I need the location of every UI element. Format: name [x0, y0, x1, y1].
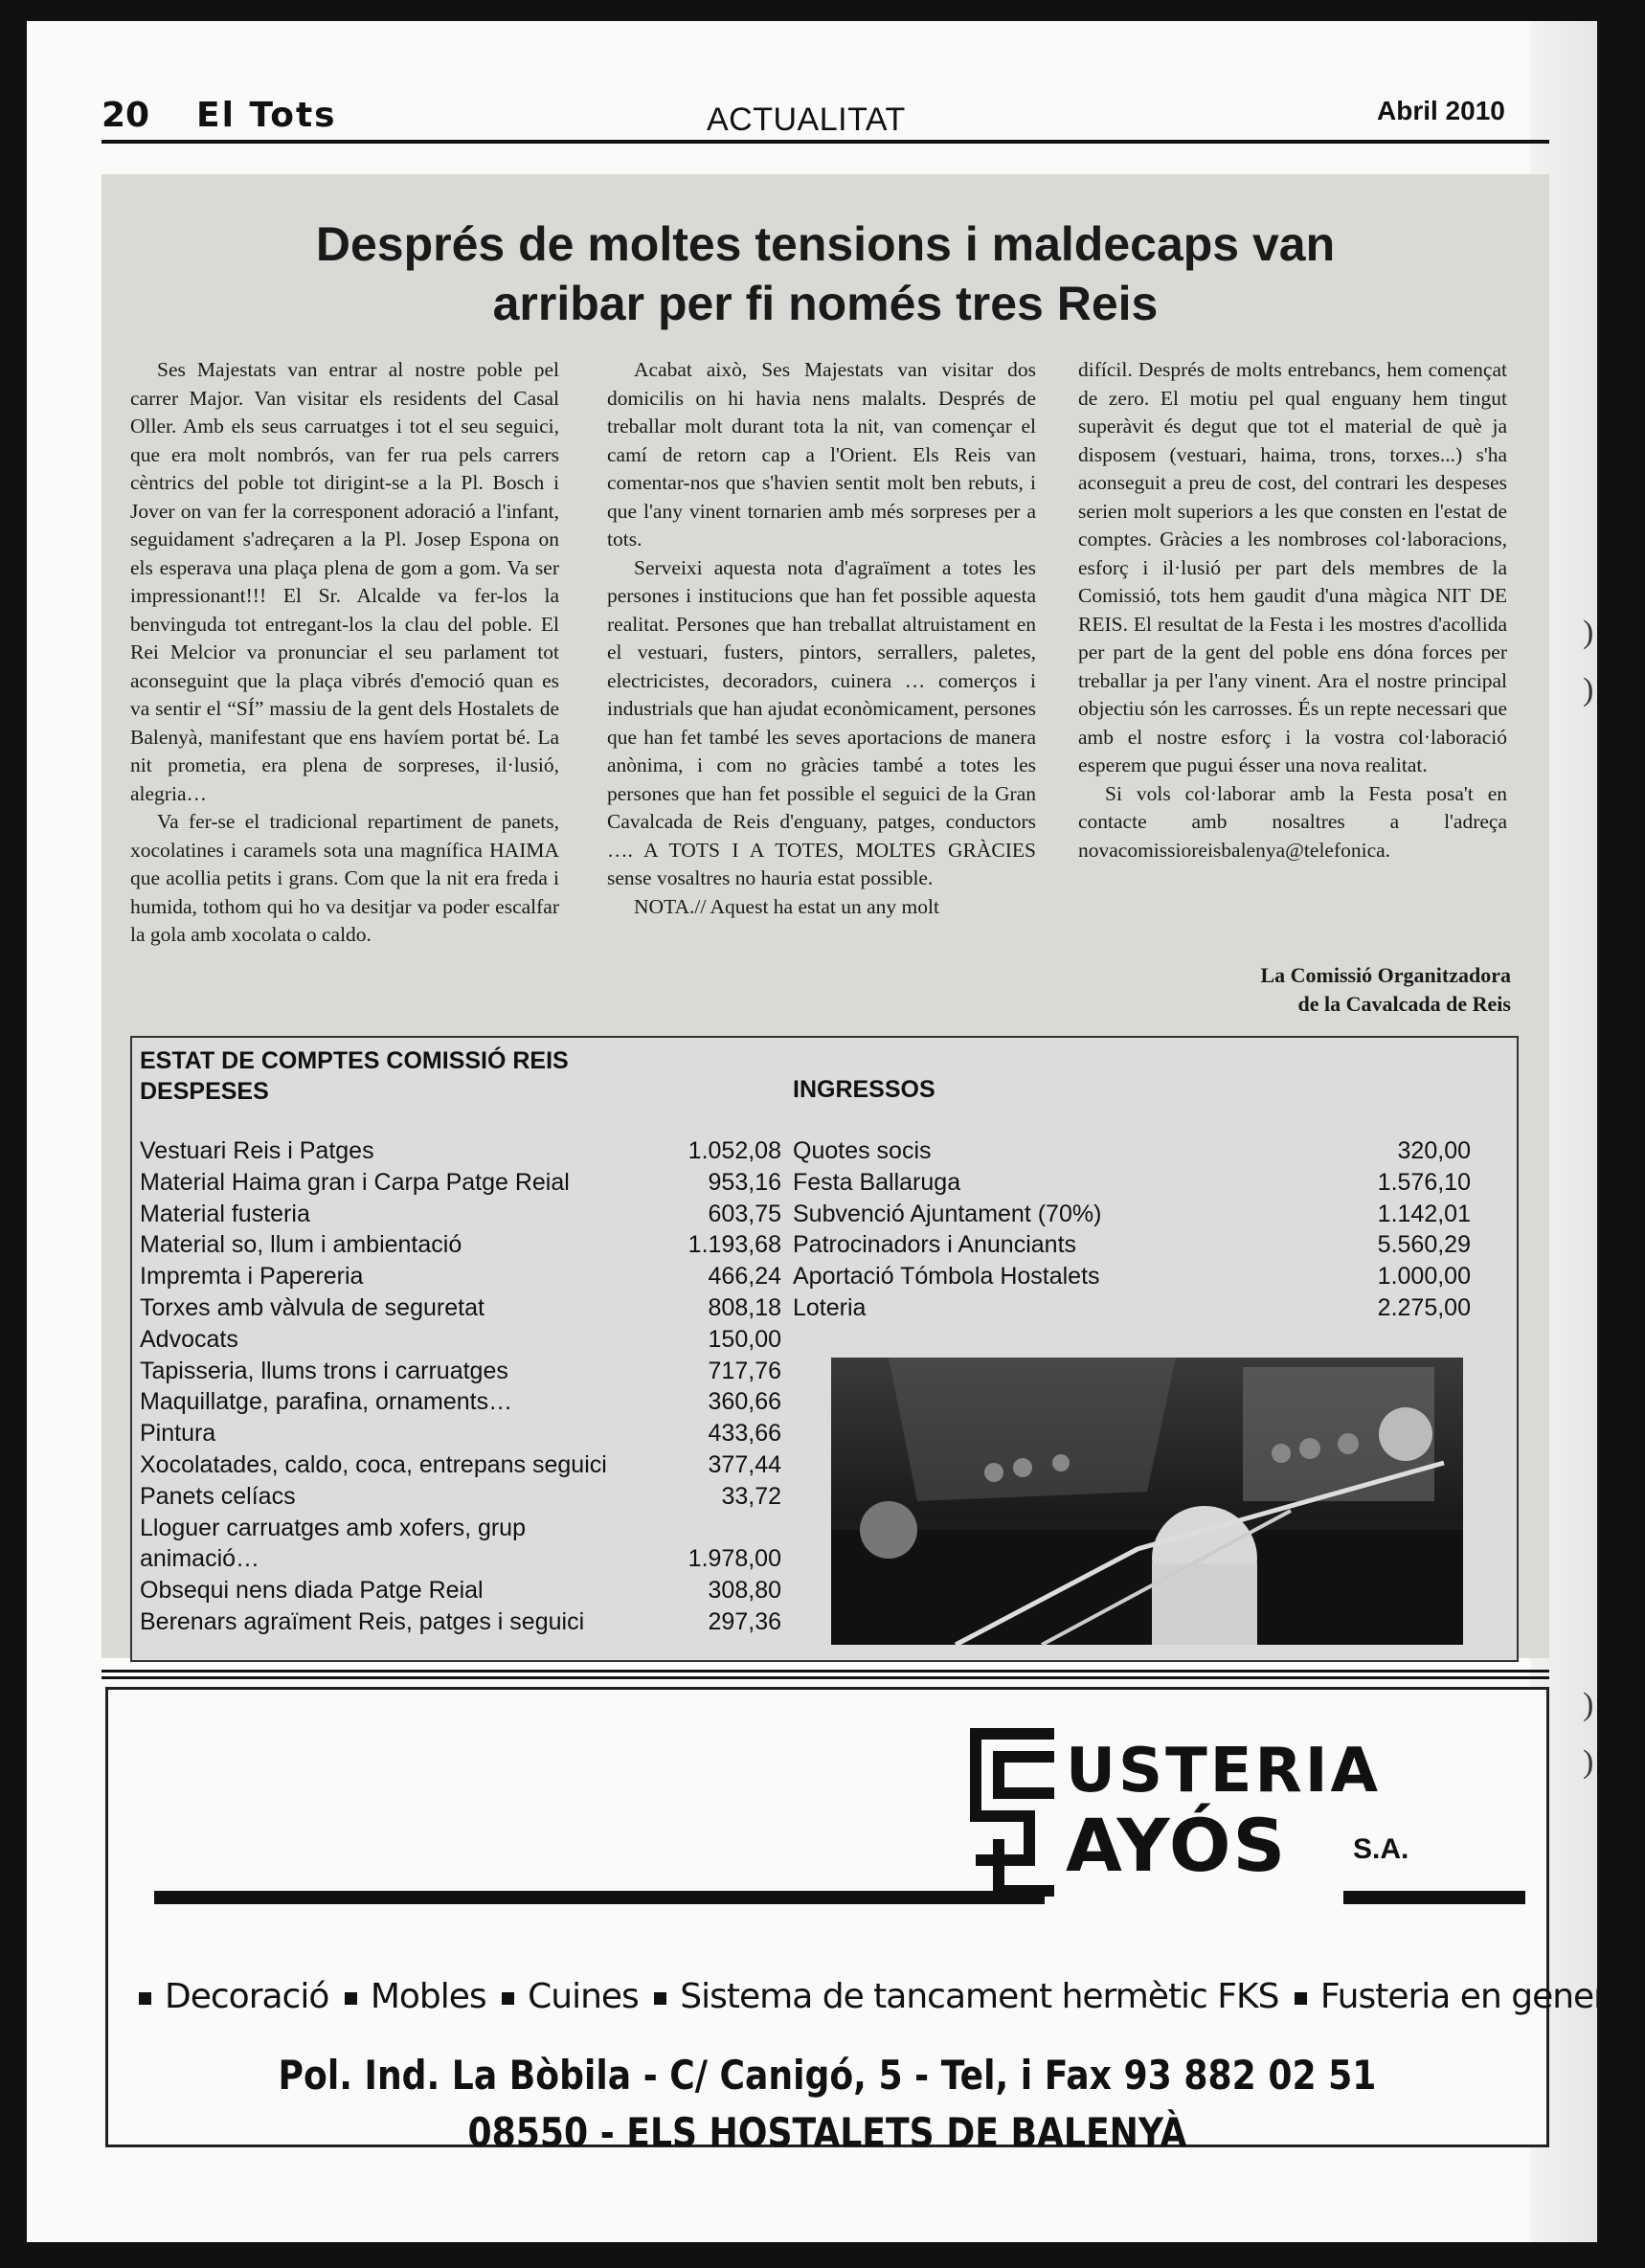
advertisement — [105, 1687, 1645, 2156]
signature-line1: La Comissió Organitzadora — [1260, 963, 1511, 987]
table-row — [140, 1167, 781, 1199]
row-label: Panets celíacs — [140, 1482, 296, 1510]
page-number: 20 — [101, 96, 150, 135]
row-label: Patrocinadors i Anunciants — [793, 1231, 1077, 1259]
table-row — [793, 1199, 1471, 1230]
table-row — [140, 1449, 781, 1481]
bullet-square-icon — [139, 1992, 151, 2005]
issue-date: Abril 2010 — [1377, 96, 1505, 125]
magazine-name: El Tots — [196, 96, 337, 135]
accounts-heading — [140, 1045, 569, 1107]
table-row — [793, 1292, 1471, 1324]
row-value: 1.978,00 — [687, 1545, 781, 1573]
magazine-page — [27, 21, 1645, 2242]
row-value: 1.193,68 — [687, 1231, 781, 1259]
service-item: Cuines — [528, 1977, 639, 2016]
article-column-2 — [607, 356, 1036, 921]
bullet-square-icon — [345, 1992, 357, 2005]
table-row — [140, 1292, 781, 1324]
binding-mark: ) — [1583, 672, 1594, 707]
article-column-1 — [130, 356, 559, 950]
ad-city: 08550 - ELS HOSTALETS DE BALENYÀ — [467, 2109, 1187, 2156]
row-value: 360,66 — [708, 1388, 781, 1416]
binding-mark: ) — [1583, 1687, 1594, 1722]
table-row — [140, 1606, 781, 1638]
row-value: 33,72 — [721, 1482, 781, 1510]
article-title-line1: Després de moltes tensions i maldecaps van — [315, 217, 1336, 271]
row-value: 1.576,10 — [1377, 1168, 1471, 1196]
row-label: Torxes amb vàlvula de seguretat — [140, 1293, 484, 1321]
row-label: Obsequi nens diada Patge Reial — [140, 1577, 484, 1605]
row-label: Pintura — [140, 1420, 216, 1448]
logo-suffix: S.A. — [1353, 1833, 1409, 1865]
row-value: 603,75 — [708, 1200, 781, 1227]
table-row — [140, 1513, 781, 1576]
row-label: Aportació Tómbola Hostalets — [793, 1263, 1100, 1291]
row-label: Material so, llum i ambientació — [140, 1231, 462, 1259]
table-row — [140, 1575, 781, 1606]
table-row — [140, 1356, 781, 1387]
bullet-square-icon — [502, 1992, 514, 2005]
divider-bottom — [101, 1676, 1549, 1679]
table-row — [793, 1261, 1471, 1292]
paragraph: Va fer-se el tradicional repartiment de panets, xocolatines i caramels sota una magnífica HAIMA que acollia petits i grans. Com que la nit era freda i humida, tothom qui ho va desitjar va poder escalfar la gola amb xocolata o caldo. — [130, 810, 559, 946]
row-label: Advocats — [140, 1325, 238, 1353]
row-value: 297,36 — [708, 1607, 781, 1635]
table-row — [140, 1229, 781, 1261]
ad-address: Pol. Ind. La Bòbila - C/ Canigó, 5 - Tel, i Fax 93 882 02 51 — [278, 2052, 1377, 2099]
photo-illustration — [831, 1358, 1463, 1645]
row-value: 808,18 — [708, 1293, 781, 1321]
article-title-line2: arribar per fi només tres Reis — [492, 277, 1159, 330]
article-box — [101, 174, 1549, 1658]
divider-top — [101, 1670, 1549, 1673]
row-value: 1.142,01 — [1377, 1200, 1471, 1227]
row-value: 953,16 — [708, 1168, 781, 1196]
logo-text-bottom: AYÓS — [1066, 1803, 1288, 1888]
paragraph: Acabat això, Ses Majestats van visitar dos domicilis on hi havia nens malalts. Després de treballar molt durant tota la nit, van començar el camí de retorn cap a l'Orient. Els Reis van comentar-nos que s'havien sentit molt ben rebuts, i que l'any vinent tornarien amb més sorpreses per a tots. — [607, 358, 1036, 550]
table-row — [140, 1481, 781, 1513]
service-item: Sistema de tancament hermètic FKS — [680, 1977, 1279, 2016]
expenses-header: DESPESES — [140, 1078, 269, 1105]
table-row — [140, 1135, 781, 1167]
article-column-3 — [1078, 356, 1507, 865]
row-value: 2.275,00 — [1377, 1293, 1471, 1321]
bullet-square-icon — [654, 1992, 666, 2005]
row-label: Berenars agraïment Reis, patges i seguici — [140, 1607, 585, 1635]
row-label: Subvenció Ajuntament (70%) — [793, 1200, 1102, 1227]
table-row — [793, 1135, 1471, 1167]
row-label: Festa Ballaruga — [793, 1168, 961, 1196]
row-value: 150,00 — [708, 1325, 781, 1353]
row-value: 308,80 — [708, 1577, 781, 1605]
logo-bar-right — [1343, 1891, 1525, 1904]
paragraph: difícil. Després de molts entrebancs, hem començat de zero. El motiu pel qual enguany hem tingut superàvit és degut que tot el material de què ja disposem (vestuari, haima, trons, torxes...) s'ha aconseguit a preu de cost, del contrari les despeses serien molt superiors a les que consten en l'estat de comptes. Gràcies a les nombroses col·laboracions, esforç i il·lusió per part dels membres de la Comissió, tots hem gaudit d'una màgica NIT DE REIS. El resultat de la Festa i les mostres d'acollida per part de la gent del poble ens dóna forces per treballar ja per l'any vinent. Ara el nostre principal objectiu són les carrosses. És un repte necessari que amb el nostre esforç i la vostra col·laboració esperem que pugui ésser una nova realitat. — [1078, 358, 1507, 776]
row-value: 320,00 — [1397, 1137, 1471, 1164]
paragraph: Ses Majestats van entrar al nostre poble pel carrer Major. Van visitar els residents del Casal Oller. Amb els seus carruatges i tot el seu seguici, que era molt nombrós, van fer rua pels carrers cèntrics del poble tot dirigint-se a la Pl. Bosch i Jover on van fer la corresponent adoració a l'infant, seguidament s'adreçaren a la Pl. Josep Espona on els esperava una plaça plena de gom a gom. Va ser impressionant!!! El Sr. Alcalde va fer-los la benvinguda tot entregant-los la clau del poble. El Rei Melcior va pronunciar el seu parlament tot aconseguint que la plaça vibrés d'emoció quan es va sentir el “SÍ” massiu de la gent dels Hostalets de Balenyà, manifestant que ens havíem portat bé. La nit prometia, era plena de sorpreses, il·lusió, alegria… — [130, 358, 559, 805]
accounts-table — [130, 1036, 1519, 1662]
service-item: Decoració — [165, 1977, 329, 2016]
accounts-title: ESTAT DE COMPTES COMISSIÓ REIS — [140, 1047, 569, 1074]
row-value: 717,76 — [708, 1357, 781, 1384]
row-label: Impremta i Papereria — [140, 1263, 364, 1291]
row-label: Quotes socis — [793, 1137, 932, 1164]
service-item: Fusteria en general. — [1319, 1977, 1645, 2016]
row-value: 466,24 — [708, 1263, 781, 1291]
row-label: Material Haima gran i Carpa Patge Reial — [140, 1168, 570, 1196]
logo-bar-left — [154, 1891, 1045, 1904]
row-value: 1.052,08 — [687, 1137, 781, 1164]
row-value: 433,66 — [708, 1420, 781, 1448]
table-row — [140, 1199, 781, 1230]
income-header: INGRESSOS — [793, 1076, 935, 1103]
paragraph: NOTA.// Aquest ha estat un any molt — [634, 894, 939, 918]
table-row — [793, 1229, 1471, 1261]
row-label — [140, 1513, 688, 1576]
paragraph: Serveixi aquesta nota d'agraïment a totes les persones i institucions que han fet possible aquesta realitat. Persones que han treballat altruistament en el vestuari, fusters, pintors, serrallers, paletes, electricistes, decoradors, cuinera … comerços i industrials que han ajudat econòmicament, persones que han fet també les seves aportacions de manera anònima, i com no gràcies també a totes les persones que han fet possible el seguici de la Gran Cavalcada de Reis d'enguany, patges, conductors …. A TOTS I A TOTES, MOLTES GRÀCIES sense vosaltres no hauria estat possible. — [607, 555, 1036, 889]
table-row — [140, 1386, 781, 1418]
logo-text-top: USTERIA — [1066, 1736, 1382, 1807]
table-row — [140, 1418, 781, 1449]
event-photo — [831, 1358, 1463, 1645]
row-label: Loteria — [793, 1293, 867, 1321]
row-label: Material fusteria — [140, 1200, 310, 1227]
row-value: 377,44 — [708, 1450, 781, 1478]
section-title: ACTUALITAT — [707, 101, 906, 138]
table-row — [140, 1261, 781, 1292]
bullet-square-icon — [1295, 1992, 1307, 2005]
row-label-line1: Lloguer carruatges amb xofers, grup — [140, 1514, 526, 1541]
article-signature — [1260, 961, 1511, 1019]
logo-mark-icon — [970, 1728, 1056, 1910]
row-label: Xocolatades, caldo, coca, entrepans seguici — [140, 1450, 607, 1478]
row-value: 1.000,00 — [1377, 1263, 1471, 1291]
signature-line2: de la Cavalcada de Reis — [1297, 992, 1511, 1016]
service-item: Mobles — [370, 1977, 486, 2016]
table-row — [140, 1324, 781, 1356]
row-label: Maquillatge, parafina, ornaments… — [140, 1388, 513, 1416]
row-value: 5.560,29 — [1377, 1231, 1471, 1259]
services-line — [133, 1977, 1645, 2016]
row-label: Tapisseria, llums trons i carruatges — [140, 1357, 508, 1384]
binding-mark: ) — [1583, 615, 1594, 650]
table-row — [793, 1167, 1471, 1199]
expenses-list — [140, 1135, 781, 1638]
row-label: Vestuari Reis i Patges — [140, 1137, 374, 1164]
row-label-line2: animació… — [140, 1545, 260, 1573]
paragraph: Si vols col·laborar amb la Festa posa't en contacte amb nosaltres a l'adreça novacomissioreisbalenya@telefonica. — [1078, 781, 1507, 862]
article-title — [101, 214, 1549, 333]
header-rule — [101, 140, 1549, 144]
binding-mark: ) — [1583, 1744, 1594, 1780]
income-list — [793, 1135, 1471, 1324]
